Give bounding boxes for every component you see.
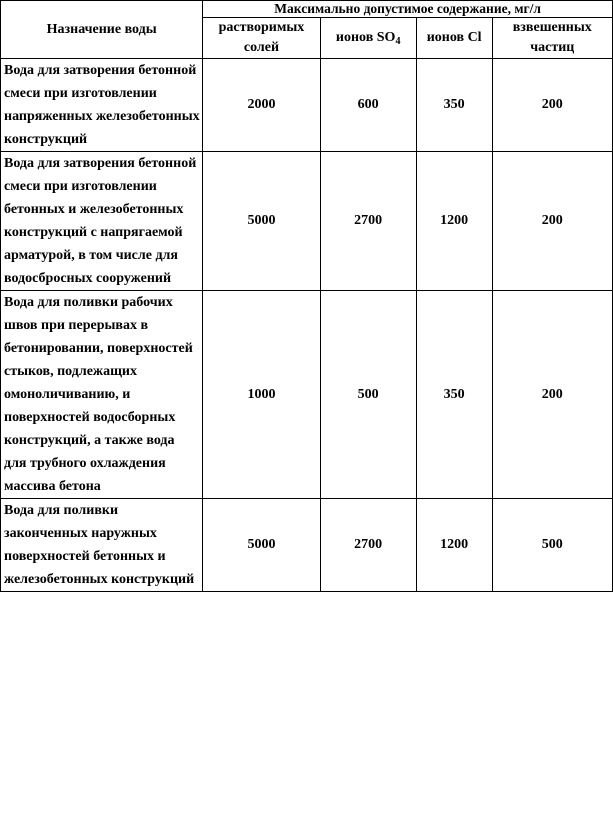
column-header-salts: растворимых солей [203,18,320,59]
so4-cell: 500 [320,291,416,499]
cl-cell: 1200 [416,152,492,291]
table-row [1,152,613,291]
so4-cell: 2700 [320,152,416,291]
cl-cell: 350 [416,291,492,499]
table-row [1,499,613,592]
salts-cell: 1000 [203,291,320,499]
max-content-header: Максимально допустимое содержание, мг/л [203,1,613,18]
column-header-cl: ионов Cl [416,18,492,59]
table-row [1,291,613,499]
so4-label: ионов SO [335,30,396,45]
so4-cell: 600 [320,59,416,152]
salts-cell: 5000 [203,499,320,592]
suspended-cell: 200 [492,59,612,152]
suspended-cell: 500 [492,499,612,592]
purpose-cell: Вода для затворения бетонной смеси при изготовлении напряженных железобетонных конструкций [1,59,203,152]
purpose-cell: Вода для затворения бетонной смеси при изготовлении бетонных и железобетонных конструкций с напрягаемой арматурой, в том числе для водосбросных сооружений [1,152,203,291]
cl-cell: 350 [416,59,492,152]
salts-cell: 2000 [203,59,320,152]
suspended-cell: 200 [492,291,612,499]
column-header-so4 [320,18,416,59]
column-header-suspended: взвешенных частиц [492,18,612,59]
cl-cell: 1200 [416,499,492,592]
so4-subscript: 4 [395,36,401,47]
purpose-header: Назначение воды [1,1,203,59]
purpose-cell: Вода для поливки рабочих швов при перерывах в бетонировании, поверхностей стыков, подлежащих омоноличиванию, и поверхностей водосборных конструкций, а также вода для трубного охлаждения массива бетона [1,291,203,499]
so4-cell: 2700 [320,499,416,592]
table-row [1,59,613,152]
purpose-cell: Вода для поливки законченных наружных поверхностей бетонных и железобетонных конструкций [1,499,203,592]
suspended-cell: 200 [492,152,612,291]
salts-cell: 5000 [203,152,320,291]
